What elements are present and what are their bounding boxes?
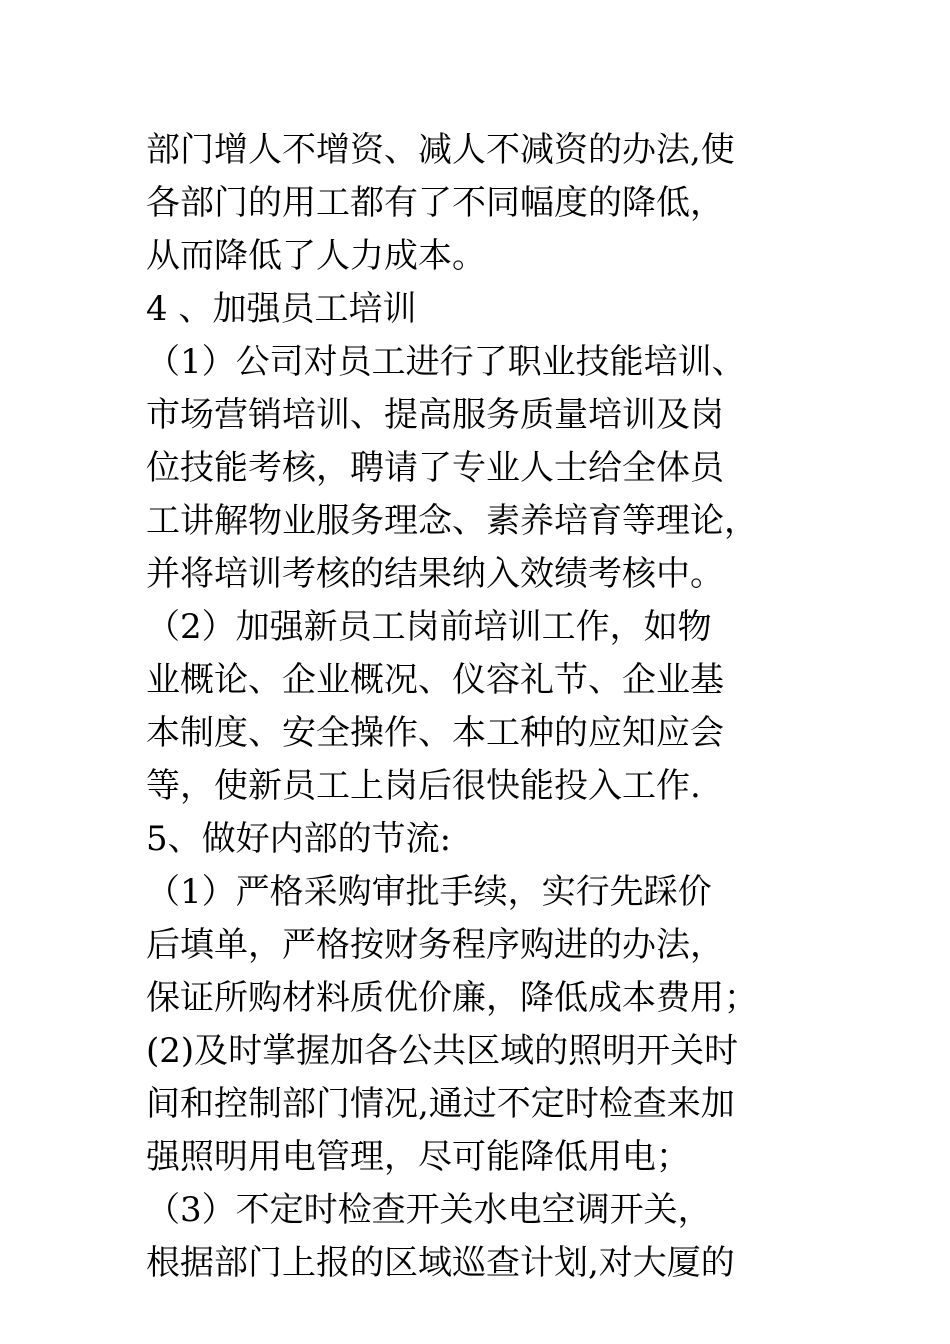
text-line: （1）公司对员工进行了职业技能培训、 — [146, 342, 746, 382]
text-line: (2)及时掌握加各公共区域的照明开关时 — [146, 1031, 739, 1071]
text-line: 间和控制部门情况,通过不定时检查来加 — [146, 1084, 735, 1124]
text-line: 后填单，严格按财务程序购进的办法， — [146, 925, 724, 965]
text-line: 等，使新员工上岗后很快能投入工作. — [146, 766, 701, 806]
section-heading: 4 、加强员工培训 — [146, 289, 417, 329]
text-line: 从而降低了人力成本。 — [146, 236, 486, 276]
text-line: （3）不定时检查开关水电空调开关， — [146, 1190, 712, 1230]
section-heading: 5、做好内部的节流: — [146, 819, 452, 859]
text-line: 根据部门上报的区域巡查计划,对大厦的 — [146, 1243, 735, 1283]
text-line: 市场营销培训、提高服务质量培训及岗 — [146, 395, 724, 435]
text-line: 位技能考核，聘请了专业人士给全体员 — [146, 448, 724, 488]
text-line: 部门增人不增资、减人不减资的办法,使 — [146, 130, 735, 170]
text-line: （1）严格采购审批手续，实行先踩价 — [146, 872, 712, 912]
text-line: 强照明用电管理，尽可能降低用电； — [146, 1137, 690, 1177]
text-line: （2）加强新员工岗前培训工作，如物 — [146, 607, 712, 647]
text-line: 各部门的用工都有了不同幅度的降低， — [146, 183, 724, 223]
text-line: 本制度、安全操作、本工种的应知应会 — [146, 713, 724, 753]
text-line: 工讲解物业服务理念、素养培育等理论， — [146, 501, 758, 541]
text-line: 业概论、企业概况、仪容礼节、企业基 — [146, 660, 724, 700]
text-line: 并将培训考核的结果纳入效绩考核中。 — [146, 554, 724, 594]
text-line: 保证所购材料质优价廉，降低成本费用； — [146, 978, 758, 1018]
body-text — [146, 124, 846, 1290]
